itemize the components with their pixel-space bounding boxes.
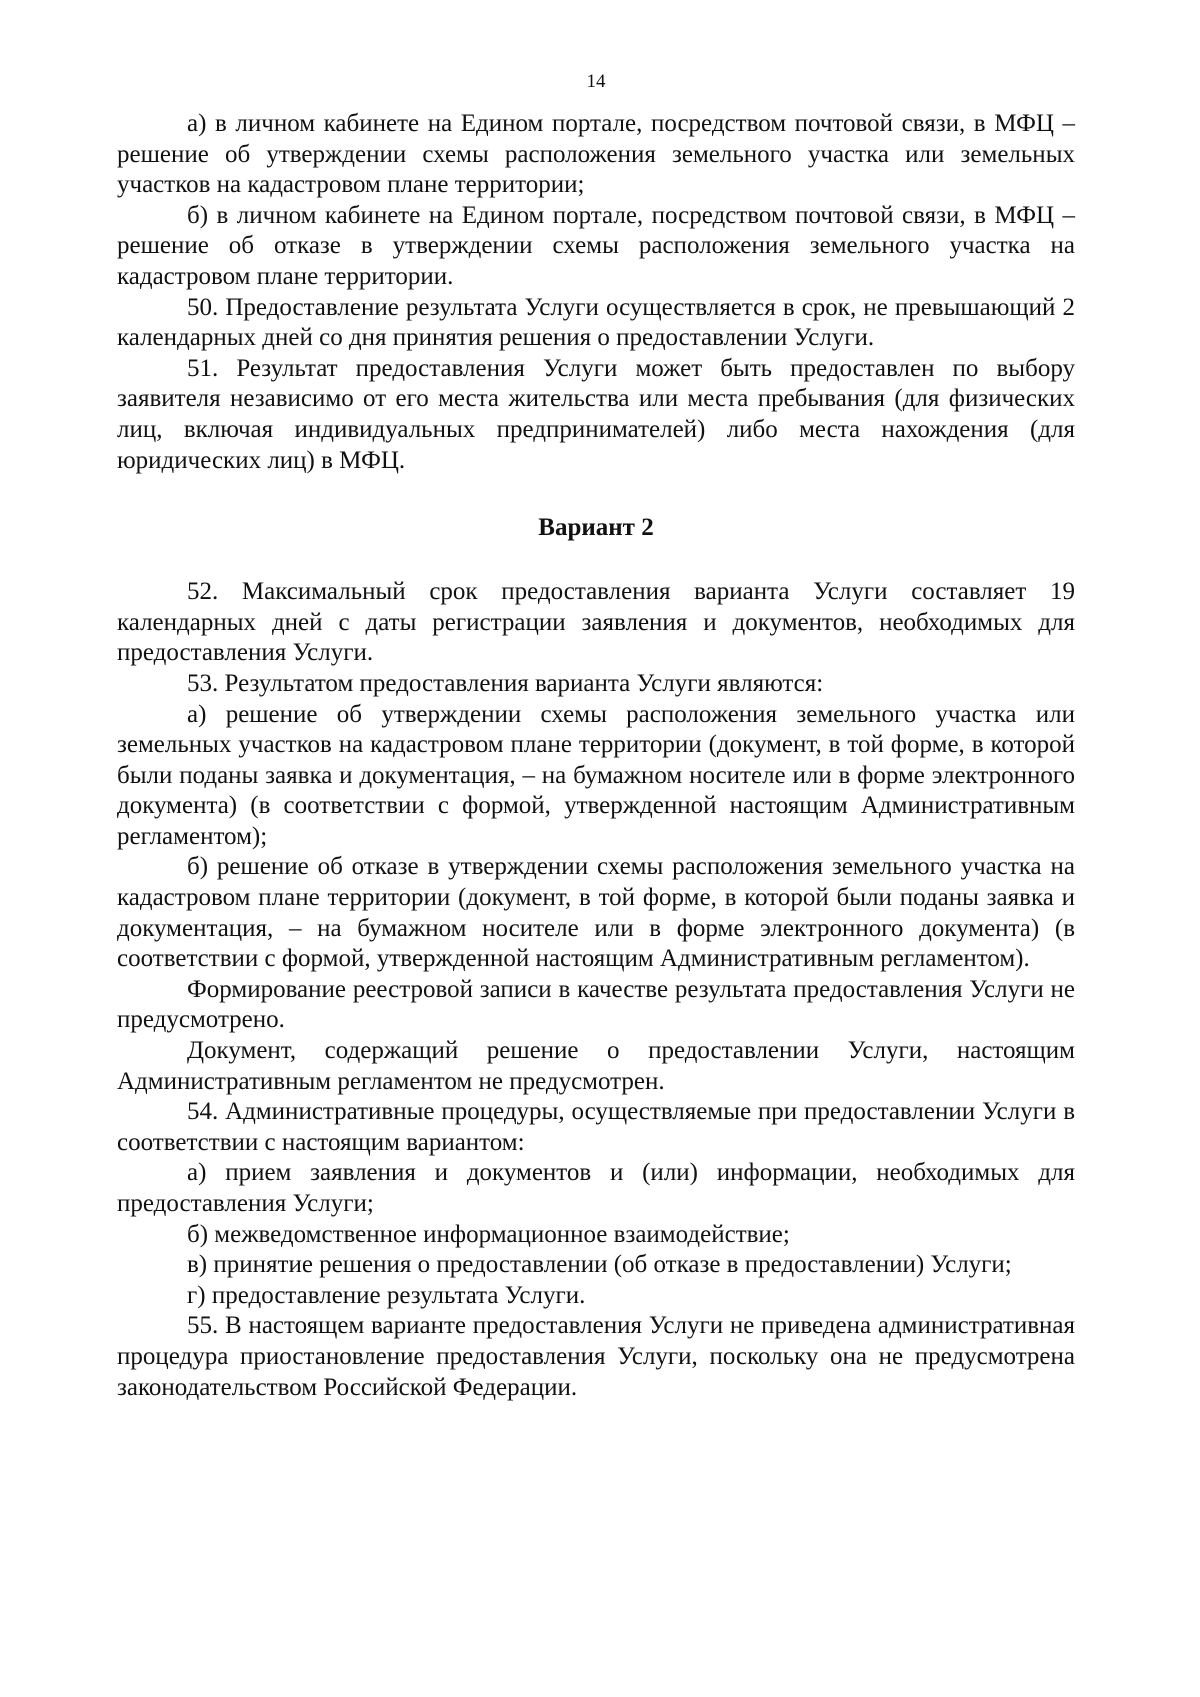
section-heading: Вариант 2 bbox=[538, 514, 654, 542]
paragraph-53b: б) решение об отказе в утверждении схемы расположения земельного участка на кадастровом плане территории (документ, в той форме, в которой были поданы заявка и документация, – на бумажном носителе или в форме электронного документа) (в соответствии с формой, утвержденной настоящим Административным регламентом). bbox=[117, 853, 1075, 973]
paragraph-registry-note: Формирование реестровой записи в качестве результата предоставления Услуги не предусмотрено. bbox=[117, 975, 1075, 1034]
paragraph-54c: в) принятие решения о предоставлении (об отказе в предоставлении) Услуги; bbox=[187, 1251, 1012, 1279]
paragraphs-before-section bbox=[117, 109, 1075, 476]
paragraph-55: 55. В настоящем варианте предоставления Услуги не приведена административная процедура приостановление предоставления Услуги, поскольку она не предусмотрена законодательством Российской Федерации. bbox=[117, 1312, 1075, 1401]
paragraph-52: 52. Максимальный срок предоставления варианта Услуги составляет 19 календарных дней с даты регистрации заявления и документов, необходимых для предоставления Услуги. bbox=[117, 578, 1075, 667]
page-number: 14 bbox=[586, 71, 606, 92]
paragraph-53a: а) решение об утверждении схемы расположения земельного участка или земельных участков на кадастровом плане территории (документ, в той форме, в которой были поданы заявка и документация, – на бумажном носителе или в форме электронного документа) (в соответствии с формой, утвержденной настоящим Административным регламентом); bbox=[117, 700, 1075, 850]
paragraphs-after-section bbox=[117, 577, 1075, 1403]
paragraph-54a: а) прием заявления и документов и (или) информации, необходимых для предоставления Услуги; bbox=[117, 1159, 1075, 1217]
document-page bbox=[117, 70, 1075, 1403]
paragraph-54b: б) межведомственное информационное взаимодействие; bbox=[187, 1220, 790, 1248]
paragraph-document-note: Документ, содержащий решение о предоставлении Услуги, настоящим Административным регламентом не предусмотрен. bbox=[117, 1037, 1075, 1095]
paragraph-51: 51. Результат предоставления Услуги может быть предоставлен по выбору заявителя независимо от его места жительства или места пребывания (для физических лиц, включая индивидуальных предпринимателей) либо места нахождения (для юридических лиц) в МФЦ. bbox=[117, 354, 1075, 474]
paragraph-49a: а) в личном кабинете на Едином портале, посредством почтовой связи, в МФЦ – решение об утверждении схемы расположения земельного участка или земельных участков на кадастровом плане территории; bbox=[117, 110, 1075, 199]
paragraph-54d: г) предоставление результата Услуги. bbox=[187, 1281, 586, 1309]
paragraph-49b: б) в личном кабинете на Едином портале, посредством почтовой связи, в МФЦ – решение об отказе в утверждении схемы расположения земельного участка на кадастровом плане территории. bbox=[117, 201, 1075, 290]
paragraph-53: 53. Результатом предоставления варианта Услуги являются: bbox=[187, 669, 824, 697]
paragraph-50: 50. Предоставление результата Услуги осуществляется в срок, не превышающий 2 календарных дней со дня принятия решения о предоставлении Услуги. bbox=[117, 293, 1075, 352]
paragraph-54: 54. Административные процедуры, осуществляемые при предоставлении Услуги в соответствии с настоящим вариантом: bbox=[117, 1098, 1075, 1156]
